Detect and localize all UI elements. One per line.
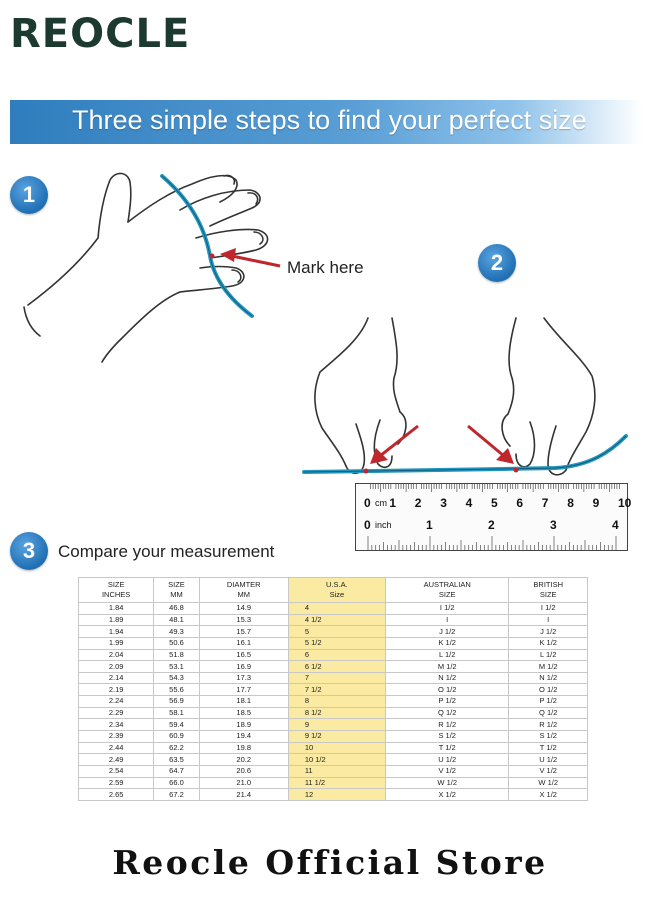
right-arrow-icon <box>468 426 514 464</box>
table-cell: 16.5 <box>199 649 288 661</box>
table-cell: Q 1/2 <box>509 707 588 719</box>
table-cell: O 1/2 <box>385 684 508 696</box>
hand-illustration-step1 <box>24 173 268 362</box>
table-cell: 5 <box>288 626 385 638</box>
table-cell: S 1/2 <box>385 731 508 743</box>
column-header-line: BRITISH <box>533 580 564 589</box>
table-cell: J 1/2 <box>509 626 588 638</box>
table-cell: U 1/2 <box>385 754 508 766</box>
table-cell: L 1/2 <box>509 649 588 661</box>
column-header <box>288 578 385 603</box>
cm-number: 10 <box>618 496 632 510</box>
inch-number: 1 <box>426 518 433 532</box>
table-cell: 1.89 <box>79 614 154 626</box>
step-1-label: Mark here <box>287 258 364 277</box>
measuring-string-step2 <box>304 436 626 472</box>
table-row <box>79 719 588 731</box>
step-1-badge: 1 <box>10 176 48 214</box>
inch-number: 3 <box>550 518 557 532</box>
inch-number: 4 <box>612 518 619 532</box>
table-cell: 15.7 <box>199 626 288 638</box>
table-cell: 1.84 <box>79 603 154 615</box>
table-cell: 62.2 <box>154 742 199 754</box>
cm-number: 2 <box>414 496 422 510</box>
table-cell: 46.8 <box>154 603 199 615</box>
step-3-badge: 3 <box>10 532 48 570</box>
table-cell: 2.44 <box>79 742 154 754</box>
table-cell: I <box>509 614 588 626</box>
table-cell: 10 <box>288 742 385 754</box>
table-cell: 48.1 <box>154 614 199 626</box>
table-row <box>79 777 588 789</box>
banner-title: Three simple steps to find your perfect size <box>72 105 587 135</box>
hands-illustration-step2 <box>315 318 595 475</box>
cm-number: 0 <box>364 496 371 510</box>
table-cell: 19.4 <box>199 731 288 743</box>
size-chart-body <box>79 603 588 801</box>
table-cell: 55.6 <box>154 684 199 696</box>
table-cell: 64.7 <box>154 765 199 777</box>
ring-size-chart <box>78 577 588 801</box>
table-cell: 2.49 <box>79 754 154 766</box>
table-cell: M 1/2 <box>509 661 588 673</box>
cm-unit-label: cm <box>375 498 387 508</box>
table-cell: Q 1/2 <box>385 707 508 719</box>
table-cell: P 1/2 <box>509 696 588 708</box>
table-cell: 59.4 <box>154 719 199 731</box>
table-row <box>79 637 588 649</box>
table-cell: 50.6 <box>154 637 199 649</box>
column-header-line: SIZE <box>438 590 456 599</box>
table-cell: 15.3 <box>199 614 288 626</box>
table-cell: 9 1/2 <box>288 731 385 743</box>
table-cell: N 1/2 <box>509 672 588 684</box>
table-row <box>79 789 588 801</box>
table-cell: K 1/2 <box>385 637 508 649</box>
table-cell: T 1/2 <box>509 742 588 754</box>
table-cell: 17.7 <box>199 684 288 696</box>
table-cell: 58.1 <box>154 707 199 719</box>
table-cell: 21.0 <box>199 777 288 789</box>
table-row <box>79 696 588 708</box>
table-cell: 14.9 <box>199 603 288 615</box>
table-row <box>79 614 588 626</box>
table-cell: 2.59 <box>79 777 154 789</box>
table-cell: 10 1/2 <box>288 754 385 766</box>
table-row <box>79 603 588 615</box>
table-cell: 2.34 <box>79 719 154 731</box>
table-cell: N 1/2 <box>385 672 508 684</box>
table-cell: 9 <box>288 719 385 731</box>
table-cell: 56.9 <box>154 696 199 708</box>
table-cell: 1.99 <box>79 637 154 649</box>
table-cell: 2.04 <box>79 649 154 661</box>
table-row <box>79 672 588 684</box>
table-cell: 53.1 <box>154 661 199 673</box>
table-cell: M 1/2 <box>385 661 508 673</box>
table-cell: 11 1/2 <box>288 777 385 789</box>
table-cell: 2.39 <box>79 731 154 743</box>
step-2-badge: 2 <box>478 244 516 282</box>
table-row <box>79 626 588 638</box>
table-row <box>79 754 588 766</box>
table-row <box>79 707 588 719</box>
table-cell: 8 <box>288 696 385 708</box>
column-header-line: U.S.A. <box>326 580 348 589</box>
brand-logo-text: REOCLE <box>10 11 191 57</box>
cm-number: 8 <box>567 496 574 510</box>
cm-number: 5 <box>491 496 498 510</box>
table-cell: 2.09 <box>79 661 154 673</box>
table-cell: 16.9 <box>199 661 288 673</box>
table-cell: 2.19 <box>79 684 154 696</box>
table-cell: 63.5 <box>154 754 199 766</box>
column-header-line: SIZE <box>107 580 125 589</box>
column-header-line: DIAMTER <box>226 580 261 589</box>
cm-number: 6 <box>516 496 524 510</box>
table-cell: 66.0 <box>154 777 199 789</box>
table-cell: S 1/2 <box>509 731 588 743</box>
cm-number: 4 <box>465 496 473 510</box>
table-cell: V 1/2 <box>509 765 588 777</box>
column-header-line: SIZE <box>168 580 185 589</box>
table-cell: 5 1/2 <box>288 637 385 649</box>
ruler-ticks <box>356 484 627 550</box>
inch-unit-label: inch <box>375 520 392 530</box>
table-cell: 7 1/2 <box>288 684 385 696</box>
table-cell: T 1/2 <box>385 742 508 754</box>
column-header-line: AUSTRALIAN <box>423 580 471 589</box>
left-arrow-icon <box>370 426 418 464</box>
table-cell: P 1/2 <box>385 696 508 708</box>
column-header-line: SIZE <box>539 590 557 599</box>
table-cell: K 1/2 <box>509 637 588 649</box>
column-header-line: INCHES <box>101 590 131 599</box>
table-cell: I 1/2 <box>385 603 508 615</box>
table-cell: 49.3 <box>154 626 199 638</box>
table-cell: 20.2 <box>199 754 288 766</box>
table-cell: X 1/2 <box>509 789 588 801</box>
size-chart-header-row <box>79 578 588 603</box>
column-header-line: MM <box>170 590 183 599</box>
table-cell: 54.3 <box>154 672 199 684</box>
cm-number: 9 <box>592 496 600 510</box>
table-cell: U 1/2 <box>509 754 588 766</box>
inch-number: 0 <box>364 518 371 532</box>
table-cell: W 1/2 <box>385 777 508 789</box>
table-cell: 51.8 <box>154 649 199 661</box>
table-cell: 60.9 <box>154 731 199 743</box>
table-cell: 6 <box>288 649 385 661</box>
column-header <box>385 578 508 603</box>
table-cell: 7 <box>288 672 385 684</box>
cm-number: 1 <box>389 496 397 510</box>
cm-number: 3 <box>440 496 447 510</box>
table-cell: 12 <box>288 789 385 801</box>
table-cell: 20.6 <box>199 765 288 777</box>
table-cell: 8 1/2 <box>288 707 385 719</box>
step-3-label: Compare your measurement <box>58 542 275 561</box>
table-cell: 16.1 <box>199 637 288 649</box>
table-cell: 2.54 <box>79 765 154 777</box>
table-cell: 17.3 <box>199 672 288 684</box>
table-cell: 6 1/2 <box>288 661 385 673</box>
table-cell: 1.94 <box>79 626 154 638</box>
table-cell: 11 <box>288 765 385 777</box>
table-row <box>79 684 588 696</box>
table-cell: J 1/2 <box>385 626 508 638</box>
table-row <box>79 742 588 754</box>
table-cell: R 1/2 <box>385 719 508 731</box>
table-cell: 67.2 <box>154 789 199 801</box>
table-cell: 2.14 <box>79 672 154 684</box>
mark-dot <box>210 254 215 259</box>
column-header-line: MM <box>237 590 250 599</box>
table-cell: 18.1 <box>199 696 288 708</box>
table-cell: I <box>385 614 508 626</box>
table-cell: 2.65 <box>79 789 154 801</box>
column-header <box>199 578 288 603</box>
table-cell: 18.5 <box>199 707 288 719</box>
table-row <box>79 649 588 661</box>
column-header-line: Size <box>329 590 345 599</box>
column-header <box>79 578 154 603</box>
table-cell: I 1/2 <box>509 603 588 615</box>
store-name: Reocle Official Store <box>112 843 548 882</box>
table-cell: O 1/2 <box>509 684 588 696</box>
table-cell: 19.8 <box>199 742 288 754</box>
column-header <box>154 578 199 603</box>
table-cell: 21.4 <box>199 789 288 801</box>
table-cell: 4 1/2 <box>288 614 385 626</box>
table-row <box>79 731 588 743</box>
table-cell: L 1/2 <box>385 649 508 661</box>
table-cell: 2.29 <box>79 707 154 719</box>
table-row <box>79 765 588 777</box>
table-row <box>79 661 588 673</box>
column-header <box>509 578 588 603</box>
inch-number: 2 <box>488 518 495 532</box>
table-cell: 18.9 <box>199 719 288 731</box>
table-cell: 2.24 <box>79 696 154 708</box>
table-cell: 4 <box>288 603 385 615</box>
table-cell: R 1/2 <box>509 719 588 731</box>
table-cell: V 1/2 <box>385 765 508 777</box>
table-cell: W 1/2 <box>509 777 588 789</box>
table-cell: X 1/2 <box>385 789 508 801</box>
cm-number: 7 <box>541 496 549 510</box>
measuring-ruler <box>355 483 632 551</box>
